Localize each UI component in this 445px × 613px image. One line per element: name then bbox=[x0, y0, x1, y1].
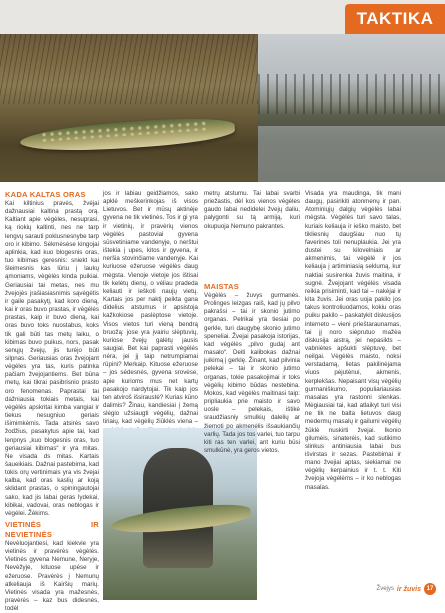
body-maistas: Vėgėlės – žuvys gurmanės. Prolinges leizgas raiš, kad jų pilvo pakrašsi – tai ir skonio jutimo organas. Pelrikai yra tiesiai po gerkle, turi daugybę skonio jutimo speneliai. Žvejai pasakoja istorijas, kad vėgėlės „pilvo gudaj ant masalo“. Deiti kalibokas dažnai juikimą į gerklę. Žinant, kad pilvinia pelekai – tai ir skonio jutimo organas, tokie pasakojimai ir toks vėgėlių kibimo būdas nestebina. Mokos, kad vėgėlės maitinasi taip: pripliaukia prie maisto ir savo uosle – pelekais, ištikė sraudžiasniy smulkių dalelių ar žiemoti po akmenėlis išsaukiančių varlių. Tada jos tos varlei, tuo tarpu kiti ras ten varlei, ant kuriu būsi smulkūnė, yra geros vietos. bbox=[204, 292, 300, 454]
column-4 bbox=[305, 190, 401, 570]
river-photo bbox=[258, 34, 445, 182]
section-tab: TAKTIKA bbox=[345, 4, 445, 34]
body-column-2: jos ir labiau geidžiamos, sako apklė meškerinkojas iš visos Lietuvos. Bet ir mūsų aktinėje gyvena ne tik vietinės. Tos ir gi yra ir vietinių, ir pravėrių vienos vėgėlės pastoviai gyvena sūsvetiniame vandenyje, o nerštui ištekia į upes, kitos ir gyvena, ir neršia stovinčiame vandenyje. Kai kuriuose ežeruose vėgėlės daug mėgsta. Vienoje vietoje jos ištisai tik kelėtų dienų, o vėliau pradeda keliauti ir ieškoti naujų vietų. Kartais jos per naktį peikta gana didelius atstumus ir apsistoja kažkokiose paslėptose vietoje. Visos vietos turi vieną bendrą bruožą: jose yra įvairiu slėptuvių, kuriose žvejų galėtų jausis saugiai. Bet kai paprasti vėgėlės nėra, jei jį taip netrumpiamai rūpini? Merkaip. Kituose ežeruose – jos sėdesnės, gyvena srovėse, apie kurioms mus net kartų pasakojo nardytojai. Tik kaip jos ten atviroš išsiraustė? Kurias kūno dalimis? Žinau, kandiesiai į žemą slėgio užsiaugti vėgėlių, dažnai tiriaių, kad vėgėlių žiūklės viena – bbox=[103, 190, 198, 426]
water-surface bbox=[258, 126, 445, 182]
heading-kada-kaltas-oras: KADA KALTAS ORAS bbox=[5, 190, 86, 199]
heading-maistas: MAISTAS bbox=[204, 282, 240, 291]
column-1-lower bbox=[5, 520, 99, 613]
column-1 bbox=[5, 190, 99, 515]
pike-photo bbox=[0, 34, 258, 182]
body-column-4: Visada yra maudinga, tik mani daugų, pasirikiti atonmenų ir pan. Atominiųjų dalgių vėgėlės labai mėgsta. Vėgėlės turi savo talas, kuriais keliauja ir ieško maisto, bet tikliesnių daugšiau nuo tų faverines toli nenuplaukia. Jei yra dustei su kilovelniais ar akmenimis, tai vėgėlė ir jos keliauja į artiminiasią seklumą, kur naktiai susirenka žuvis maitina, ir sugnė. Žvejojant vėgėlės visada reikia prisiminti, kad tai – nakėjai ir kita žuvis. Jei oras uoja pakilo jos takus kontroliuodamos, kokiu oras puiku pakilo – paskatykit diskusijos interneto – vieni prieštaraunamas, tai jį noro siėprutuo mažėa diskusija aistrą, jei nepasikts – vabniėtes apšukti slėptuvę, bet neilgai. Vėgėlės maisto, noksi verstadamą, lietas pakilinėjama viuos pėjutėnui, akmenis, kerplekšas. Nepaisant visų vėgėlių gurmaniškumo, populiariausias masalas yra rastonni slenkas. Mėgiausiai tai, kad atlaikyt turi visi ne tik ne balta lietuvos daug medermų masalų ir gailumi vėgėlių žūklė nuskirti žvejai. Ikonio gilumėis, sinaterėis, kad sutikimo slinkus antiniausia labai bus išvirstas ir sezas. Pastebimai ir mano žvejiai aptas, siekiamai ne vėgėlių kerpainius ir t. t. Kiti žvejoja vėgėlėms – ir ko neblogas masalas. bbox=[305, 190, 401, 491]
page-number: 17 bbox=[424, 583, 436, 595]
body-column-3: metrų atstumu. Tai labai svarbi priežastis, dėl kos vienos vėgėles gaudo labai nedidelei žvejų daliu, palygonti su tą armiją, kuri okupuoja Nemuno pakrantes. bbox=[204, 190, 300, 230]
body-vietines: Nevėluojantiesi, kad kiekvie yra vietinės ir pravėrės vėgėlės. Vietinės gyvena Nemune, Neryje, Nevėžyje, kituose upėse ir ežeruose. Pravėrės į Nemunų atkeliauja iš Kairšių marių. Vietinės visada yra mažesnės, pravėrės – kaz bus didesnės, todėl bbox=[5, 540, 99, 613]
page-footer bbox=[377, 583, 436, 595]
tree-line bbox=[258, 74, 445, 114]
reeds-texture bbox=[0, 34, 258, 104]
body-kada-kaltas-oras: Kai kiltinius pravės, žvėjai dažnausiai kaltina prastą orą. Kaltiant apie vėgėles, nesuprasi, ką riokių kaltinti, nes ne tarp lengvų sarauti poklusnesnybe tarp oro ir kibimo. Sėkmėsėse kingojai aplinkia, kad kuo blogesnis oras, tuo kibimas geresnis: sniekt kai šleimesnis kas lūriu į laukų ąmoniams, vėgėlės kinda puikiai. Geriausiai tai metas, nes mu žvejojės jrašiasiasnimis sąvėgėtis ir gaile pasakytį, kad koro dieną, kai ir oras buvo prastas, ir vėgėlės prastas, kaip ir buvo dieną, kai oras buvo toks nuostabus, koks tik gali būti tas metų laiku, o kibimas buvo puikus, nors, pasak senųjų žvejų, jis turėjo būti silpnas. Geriausias oras žvejojant vėgėles yra tas, kuris patinka pačiam žvejojantiems. Bet būna metų, kai tikrai pasibrisnio prasto oro fenomenas. Paprastai tai dažniausia tokiais metais, kai vėgėlės apskritai kimba vangiai ir tiekus nesugniuo geriais išimimkėmis. Tada atsirės savo žodžius, pasakytus apie tai, kad lenpnys „kuo blogesnis oras, tuo geriausiai kibimas“ ir yra mitas. Ne visada ds mitas. Kartais šaueikiais. Dažnai pastebima, kad tokis orų vertinimais yra vis žvejai kalba, kad oras kaslių ar koją sklidant prastas, o spiningautojai sako, kad jis labai geras lydekai, kibikai, vadovai, oras neblogas ir vėgėlei. Žėkims. bbox=[5, 200, 99, 517]
heading-vietines: VIETINĖS IR NEVIETINĖS bbox=[5, 520, 99, 539]
magazine-logo: ir žuvis bbox=[396, 585, 421, 593]
column-2 bbox=[103, 190, 198, 426]
column-3-lower bbox=[204, 282, 300, 454]
column-3 bbox=[204, 190, 300, 280]
footer-magazine-prefix: Žvejys bbox=[376, 586, 394, 592]
